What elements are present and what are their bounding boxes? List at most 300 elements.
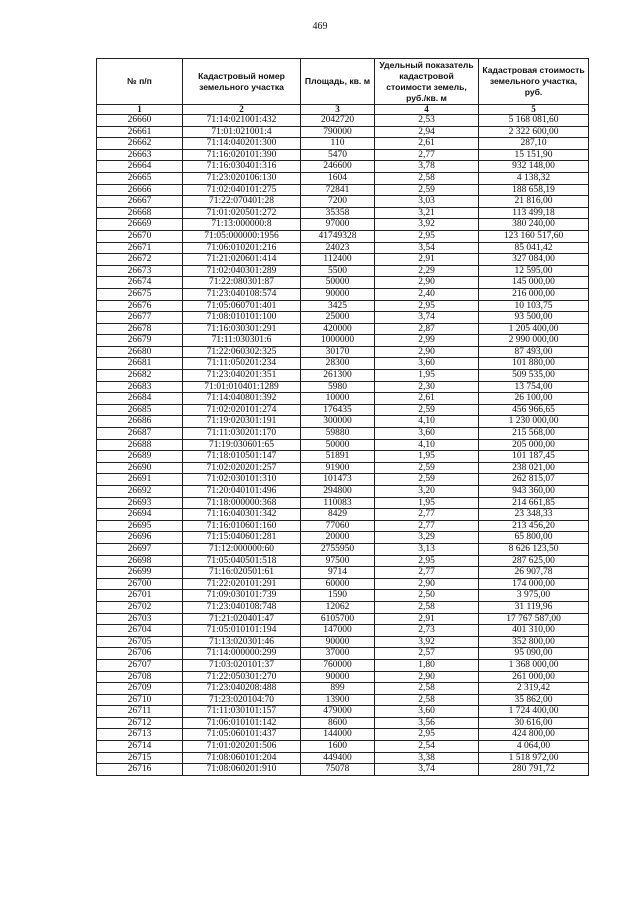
- table-row: [97, 416, 589, 428]
- cadastral-value-cell: 12 595,00: [479, 265, 589, 277]
- area-cell: 790000: [301, 126, 375, 138]
- row-number-cell: 26672: [97, 254, 183, 266]
- cadastral-number-cell: 71:18:010501:147: [183, 451, 301, 463]
- unit-value-cell: 2,95: [375, 729, 479, 741]
- unit-value-cell: 2,40: [375, 288, 479, 300]
- cadastral-value-cell: 5 168 081,60: [479, 115, 589, 127]
- area-cell: 20000: [301, 532, 375, 544]
- table-row: [97, 358, 589, 370]
- area-cell: 41749328: [301, 230, 375, 242]
- area-cell: 300000: [301, 416, 375, 428]
- cadastral-value-table: [96, 58, 589, 776]
- area-cell: 90000: [301, 636, 375, 648]
- unit-value-cell: 3,74: [375, 764, 479, 776]
- cadastral-number-cell: 71:16:030401:316: [183, 161, 301, 173]
- cadastral-value-cell: 2 990 000,00: [479, 335, 589, 347]
- cadastral-value-cell: 2 322 600,00: [479, 126, 589, 138]
- cadastral-value-cell: 10 103,75: [479, 300, 589, 312]
- area-cell: 7200: [301, 196, 375, 208]
- area-cell: 50000: [301, 439, 375, 451]
- area-cell: 899: [301, 683, 375, 695]
- table-row: [97, 172, 589, 184]
- cadastral-number-cell: 71:18:000000:368: [183, 497, 301, 509]
- row-number-cell: 26685: [97, 404, 183, 416]
- unit-value-cell: 2,59: [375, 184, 479, 196]
- row-number-cell: 26665: [97, 172, 183, 184]
- cadastral-value-cell: 205 000,00: [479, 439, 589, 451]
- column-number: 3: [301, 105, 375, 115]
- cadastral-value-cell: 26 100,00: [479, 393, 589, 405]
- cadastral-value-cell: 65 800,00: [479, 532, 589, 544]
- area-cell: 760000: [301, 659, 375, 671]
- cadastral-number-cell: 71:22:070401:28: [183, 196, 301, 208]
- cadastral-number-cell: 71:05:060701:401: [183, 300, 301, 312]
- unit-value-cell: 2,95: [375, 230, 479, 242]
- area-cell: 75078: [301, 764, 375, 776]
- area-cell: 294800: [301, 486, 375, 498]
- unit-value-cell: 2,90: [375, 671, 479, 683]
- unit-value-cell: 2,77: [375, 520, 479, 532]
- cadastral-value-cell: 15 151,90: [479, 149, 589, 161]
- table-row: [97, 659, 589, 671]
- cadastral-number-cell: 71:14:040801:392: [183, 393, 301, 405]
- row-number-cell: 26703: [97, 613, 183, 625]
- unit-value-cell: 2,59: [375, 474, 479, 486]
- cadastral-value-cell: 1 724 400,00: [479, 706, 589, 718]
- cadastral-value-cell: 287 625,00: [479, 555, 589, 567]
- table-row: [97, 219, 589, 231]
- cadastral-number-cell: 71:02:040101:275: [183, 184, 301, 196]
- cadastral-number-cell: 71:11:030101:157: [183, 706, 301, 718]
- area-cell: 97500: [301, 555, 375, 567]
- cadastral-value-cell: 8 626 123,50: [479, 543, 589, 555]
- cadastral-number-cell: 71:23:040108:748: [183, 601, 301, 613]
- area-cell: 5980: [301, 381, 375, 393]
- row-number-cell: 26673: [97, 265, 183, 277]
- unit-value-cell: 2,58: [375, 694, 479, 706]
- table-row: [97, 706, 589, 718]
- cadastral-value-cell: 1 230 000,00: [479, 416, 589, 428]
- area-cell: 8429: [301, 509, 375, 521]
- area-cell: 2755950: [301, 543, 375, 555]
- row-number-cell: 26662: [97, 138, 183, 150]
- cadastral-value-cell: 174 000,00: [479, 578, 589, 590]
- unit-value-cell: 3,54: [375, 242, 479, 254]
- table-row: [97, 242, 589, 254]
- cadastral-number-cell: 71:23:040108:574: [183, 288, 301, 300]
- cadastral-value-cell: 21 816,00: [479, 196, 589, 208]
- area-cell: 3425: [301, 300, 375, 312]
- table-row: [97, 288, 589, 300]
- row-number-cell: 26689: [97, 451, 183, 463]
- unit-value-cell: 3,38: [375, 752, 479, 764]
- unit-value-cell: 2,61: [375, 393, 479, 405]
- table-row: [97, 254, 589, 266]
- cadastral-value-cell: 380 240,00: [479, 219, 589, 231]
- unit-value-cell: 3,21: [375, 207, 479, 219]
- row-number-cell: 26698: [97, 555, 183, 567]
- cadastral-value-cell: 123 160 517,60: [479, 230, 589, 242]
- area-cell: 60000: [301, 578, 375, 590]
- cadastral-number-cell: 71:22:060302:325: [183, 346, 301, 358]
- cadastral-value-cell: 1 368 000,00: [479, 659, 589, 671]
- unit-value-cell: 2,90: [375, 346, 479, 358]
- unit-value-cell: 1,95: [375, 451, 479, 463]
- unit-value-cell: 3,03: [375, 196, 479, 208]
- area-cell: 90000: [301, 671, 375, 683]
- unit-value-cell: 2,91: [375, 613, 479, 625]
- area-cell: 261300: [301, 370, 375, 382]
- column-number: 4: [375, 105, 479, 115]
- cadastral-number-cell: 71:14:021001:432: [183, 115, 301, 127]
- table-row: [97, 323, 589, 335]
- cadastral-number-cell: 71:14:040201:300: [183, 138, 301, 150]
- cadastral-value-cell: 932 148,00: [479, 161, 589, 173]
- table-row: [97, 370, 589, 382]
- area-cell: 24023: [301, 242, 375, 254]
- table-row: [97, 149, 589, 161]
- table-row: [97, 404, 589, 416]
- row-number-cell: 26671: [97, 242, 183, 254]
- table-row: [97, 451, 589, 463]
- table-row: [97, 161, 589, 173]
- table-row: [97, 520, 589, 532]
- row-number-cell: 26669: [97, 219, 183, 231]
- cadastral-value-cell: 262 815,07: [479, 474, 589, 486]
- cadastral-value-cell: 95 090,00: [479, 648, 589, 660]
- table-row: [97, 277, 589, 289]
- area-cell: 35358: [301, 207, 375, 219]
- header-area: Площадь, кв. м: [301, 59, 375, 105]
- unit-value-cell: 2,90: [375, 578, 479, 590]
- cadastral-number-cell: 71:13:000000:8: [183, 219, 301, 231]
- table-row: [97, 741, 589, 753]
- cadastral-value-cell: 287,10: [479, 138, 589, 150]
- column-number: 5: [479, 105, 589, 115]
- area-cell: 25000: [301, 312, 375, 324]
- cadastral-number-cell: 71:19:020301:191: [183, 416, 301, 428]
- row-number-cell: 26697: [97, 543, 183, 555]
- cadastral-number-cell: 71:23:020106:130: [183, 172, 301, 184]
- unit-value-cell: 2,99: [375, 335, 479, 347]
- table-row: [97, 184, 589, 196]
- table-row: [97, 636, 589, 648]
- table-row: [97, 613, 589, 625]
- table-row: [97, 532, 589, 544]
- row-number-cell: 26712: [97, 717, 183, 729]
- cadastral-number-cell: 71:21:020401:47: [183, 613, 301, 625]
- row-number-cell: 26710: [97, 694, 183, 706]
- row-number-cell: 26716: [97, 764, 183, 776]
- unit-value-cell: 2,57: [375, 648, 479, 660]
- area-cell: 59880: [301, 428, 375, 440]
- cadastral-number-cell: 71:05:060101:437: [183, 729, 301, 741]
- table-row: [97, 648, 589, 660]
- unit-value-cell: 2,77: [375, 567, 479, 579]
- row-number-cell: 26661: [97, 126, 183, 138]
- cadastral-value-cell: 2 319,42: [479, 683, 589, 695]
- cadastral-number-cell: 71:16:020101:390: [183, 149, 301, 161]
- cadastral-value-cell: 145 000,00: [479, 277, 589, 289]
- cadastral-value-cell: 13 754,00: [479, 381, 589, 393]
- cadastral-number-cell: 71:22:050301:270: [183, 671, 301, 683]
- cadastral-number-cell: 71:08:010101:100: [183, 312, 301, 324]
- row-number-cell: 26701: [97, 590, 183, 602]
- area-cell: 13900: [301, 694, 375, 706]
- row-number-cell: 26704: [97, 625, 183, 637]
- cadastral-number-cell: 71:23:040201:351: [183, 370, 301, 382]
- row-number-cell: 26700: [97, 578, 183, 590]
- row-number-cell: 26682: [97, 370, 183, 382]
- row-number-cell: 26699: [97, 567, 183, 579]
- header-cadastral-value: Кадастровая стоимость земельного участка, руб.: [479, 59, 589, 105]
- unit-value-cell: 2,95: [375, 555, 479, 567]
- area-cell: 97000: [301, 219, 375, 231]
- table-row: [97, 717, 589, 729]
- unit-value-cell: 3,60: [375, 428, 479, 440]
- unit-value-cell: 2,29: [375, 265, 479, 277]
- area-cell: 147000: [301, 625, 375, 637]
- cadastral-value-cell: 456 966,65: [479, 404, 589, 416]
- area-cell: 246600: [301, 161, 375, 173]
- table-row: [97, 752, 589, 764]
- cadastral-value-cell: 424 800,00: [479, 729, 589, 741]
- table-row: [97, 567, 589, 579]
- row-number-cell: 26660: [97, 115, 183, 127]
- area-cell: 101473: [301, 474, 375, 486]
- area-cell: 1000000: [301, 335, 375, 347]
- cadastral-value-cell: 215 568,00: [479, 428, 589, 440]
- area-cell: 1590: [301, 590, 375, 602]
- row-number-cell: 26663: [97, 149, 183, 161]
- cadastral-number-cell: 71:11:030201:170: [183, 428, 301, 440]
- table-row: [97, 497, 589, 509]
- area-cell: 37000: [301, 648, 375, 660]
- area-cell: 479000: [301, 706, 375, 718]
- cadastral-number-cell: 71:16:020501:61: [183, 567, 301, 579]
- row-number-cell: 26668: [97, 207, 183, 219]
- area-cell: 176435: [301, 404, 375, 416]
- area-cell: 50000: [301, 277, 375, 289]
- cadastral-value-cell: 4 064,00: [479, 741, 589, 753]
- row-number-cell: 26709: [97, 683, 183, 695]
- row-number-cell: 26683: [97, 381, 183, 393]
- row-number-cell: 26666: [97, 184, 183, 196]
- cadastral-value-cell: 17 767 587,00: [479, 613, 589, 625]
- cadastral-number-cell: 71:16:010601:160: [183, 520, 301, 532]
- table-row: [97, 126, 589, 138]
- cadastral-number-cell: 71:06:010101:142: [183, 717, 301, 729]
- row-number-cell: 26676: [97, 300, 183, 312]
- row-number-cell: 26706: [97, 648, 183, 660]
- table-row: [97, 265, 589, 277]
- table-row: [97, 555, 589, 567]
- row-number-cell: 26714: [97, 741, 183, 753]
- area-cell: 6105700: [301, 613, 375, 625]
- row-number-cell: 26684: [97, 393, 183, 405]
- row-number-cell: 26694: [97, 509, 183, 521]
- header-unit-value: Удельный показатель кадастровой стоимости земель, руб./кв. м: [375, 59, 479, 105]
- row-number-cell: 26664: [97, 161, 183, 173]
- cadastral-number-cell: 71:13:020301:46: [183, 636, 301, 648]
- row-number-cell: 26680: [97, 346, 183, 358]
- cadastral-value-cell: 1 205 400,00: [479, 323, 589, 335]
- cadastral-value-cell: 30 616,00: [479, 717, 589, 729]
- area-cell: 10000: [301, 393, 375, 405]
- cadastral-value-cell: 101 880,00: [479, 358, 589, 370]
- table-header-row: [97, 59, 589, 105]
- table-row: [97, 578, 589, 590]
- cadastral-value-cell: 401 310,00: [479, 625, 589, 637]
- cadastral-number-cell: 71:23:040208:488: [183, 683, 301, 695]
- cadastral-value-cell: 113 499,18: [479, 207, 589, 219]
- row-number-cell: 26679: [97, 335, 183, 347]
- unit-value-cell: 3,92: [375, 219, 479, 231]
- unit-value-cell: 2,94: [375, 126, 479, 138]
- unit-value-cell: 1,95: [375, 497, 479, 509]
- unit-value-cell: 4,10: [375, 416, 479, 428]
- row-number-cell: 26674: [97, 277, 183, 289]
- area-cell: 91900: [301, 462, 375, 474]
- unit-value-cell: 2,58: [375, 601, 479, 613]
- cadastral-number-cell: 71:22:020101:291: [183, 578, 301, 590]
- unit-value-cell: 1,95: [375, 370, 479, 382]
- unit-value-cell: 4,10: [375, 439, 479, 451]
- cadastral-number-cell: 71:01:020501:272: [183, 207, 301, 219]
- cadastral-number-cell: 71:11:030301:6: [183, 335, 301, 347]
- page-number: 469: [312, 21, 328, 32]
- cadastral-number-cell: 71:08:060201:910: [183, 764, 301, 776]
- area-cell: 144000: [301, 729, 375, 741]
- unit-value-cell: 3,29: [375, 532, 479, 544]
- unit-value-cell: 3,56: [375, 717, 479, 729]
- cadastral-number-cell: 71:02:030101:310: [183, 474, 301, 486]
- table-row: [97, 509, 589, 521]
- table-row: [97, 543, 589, 555]
- row-number-cell: 26702: [97, 601, 183, 613]
- header-cadastral-number: Кадастровый номер земельного участка: [183, 59, 301, 105]
- unit-value-cell: 2,54: [375, 741, 479, 753]
- row-number-cell: 26690: [97, 462, 183, 474]
- cadastral-value-cell: 85 041,42: [479, 242, 589, 254]
- table-row: [97, 230, 589, 242]
- cadastral-number-cell: 71:03:020101:37: [183, 659, 301, 671]
- area-cell: 110083: [301, 497, 375, 509]
- unit-value-cell: 3,60: [375, 358, 479, 370]
- cadastral-value-cell: 214 661,85: [479, 497, 589, 509]
- area-cell: 30170: [301, 346, 375, 358]
- cadastral-value-cell: 101 187,45: [479, 451, 589, 463]
- cadastral-number-cell: 71:01:020201:506: [183, 741, 301, 753]
- cadastral-number-cell: 71:16:030301:291: [183, 323, 301, 335]
- area-cell: 51891: [301, 451, 375, 463]
- unit-value-cell: 2,73: [375, 625, 479, 637]
- area-cell: 90000: [301, 288, 375, 300]
- table-row: [97, 439, 589, 451]
- area-cell: 28300: [301, 358, 375, 370]
- table-row: [97, 381, 589, 393]
- column-number: 2: [183, 105, 301, 115]
- unit-value-cell: 2,58: [375, 172, 479, 184]
- row-number-cell: 26688: [97, 439, 183, 451]
- area-cell: 112400: [301, 254, 375, 266]
- cadastral-number-cell: 71:23:020104:70: [183, 694, 301, 706]
- cadastral-number-cell: 71:05:040501:518: [183, 555, 301, 567]
- unit-value-cell: 2,59: [375, 404, 479, 416]
- row-number-cell: 26705: [97, 636, 183, 648]
- row-number-cell: 26691: [97, 474, 183, 486]
- cadastral-number-cell: 71:02:020101:274: [183, 404, 301, 416]
- cadastral-number-cell: 71:02:020201:257: [183, 462, 301, 474]
- unit-value-cell: 3,92: [375, 636, 479, 648]
- cadastral-value-cell: 4 138,32: [479, 172, 589, 184]
- cadastral-value-cell: 943 360,00: [479, 486, 589, 498]
- table-row: [97, 694, 589, 706]
- area-cell: 77060: [301, 520, 375, 532]
- cadastral-number-cell: 71:16:040301:342: [183, 509, 301, 521]
- row-number-cell: 26715: [97, 752, 183, 764]
- row-number-cell: 26707: [97, 659, 183, 671]
- area-cell: 449400: [301, 752, 375, 764]
- row-number-cell: 26708: [97, 671, 183, 683]
- table-row: [97, 671, 589, 683]
- cadastral-value-cell: 509 535,00: [479, 370, 589, 382]
- area-cell: 1600: [301, 741, 375, 753]
- cadastral-value-cell: 93 500,00: [479, 312, 589, 324]
- cadastral-number-cell: 71:02:040301:289: [183, 265, 301, 277]
- row-number-cell: 26667: [97, 196, 183, 208]
- table-row: [97, 590, 589, 602]
- table-row: [97, 335, 589, 347]
- table-row: [97, 346, 589, 358]
- cadastral-value-cell: 261 000,00: [479, 671, 589, 683]
- unit-value-cell: 2,87: [375, 323, 479, 335]
- cadastral-value-cell: 26 907,78: [479, 567, 589, 579]
- table-row: [97, 300, 589, 312]
- cadastral-number-cell: 71:09:030101:739: [183, 590, 301, 602]
- unit-value-cell: 3,74: [375, 312, 479, 324]
- cadastral-number-cell: 71:05:000000:1956: [183, 230, 301, 242]
- table-row: [97, 474, 589, 486]
- row-number-cell: 26686: [97, 416, 183, 428]
- cadastral-number-cell: 71:05:010101:194: [183, 625, 301, 637]
- table-row: [97, 207, 589, 219]
- area-cell: 110: [301, 138, 375, 150]
- column-number: 1: [97, 105, 183, 115]
- unit-value-cell: 2,61: [375, 138, 479, 150]
- unit-value-cell: 2,91: [375, 254, 479, 266]
- table-row: [97, 312, 589, 324]
- unit-value-cell: 2,53: [375, 115, 479, 127]
- cadastral-value-cell: 238 021,00: [479, 462, 589, 474]
- row-number-cell: 26681: [97, 358, 183, 370]
- table-row: [97, 115, 589, 127]
- cadastral-value-cell: 87 493,00: [479, 346, 589, 358]
- cadastral-number-cell: 71:08:060101:204: [183, 752, 301, 764]
- table-row: [97, 764, 589, 776]
- cadastral-number-cell: 71:15:040601:281: [183, 532, 301, 544]
- cadastral-value-cell: 188 658,19: [479, 184, 589, 196]
- header-row-number: № п/п: [97, 59, 183, 105]
- row-number-cell: 26678: [97, 323, 183, 335]
- row-number-cell: 26677: [97, 312, 183, 324]
- cadastral-value-cell: 1 518 972,00: [479, 752, 589, 764]
- cadastral-value-cell: 280 791,72: [479, 764, 589, 776]
- cadastral-value-cell: 31 119,96: [479, 601, 589, 613]
- cadastral-number-cell: 71:20:040101:496: [183, 486, 301, 498]
- unit-value-cell: 2,50: [375, 590, 479, 602]
- unit-value-cell: 3,20: [375, 486, 479, 498]
